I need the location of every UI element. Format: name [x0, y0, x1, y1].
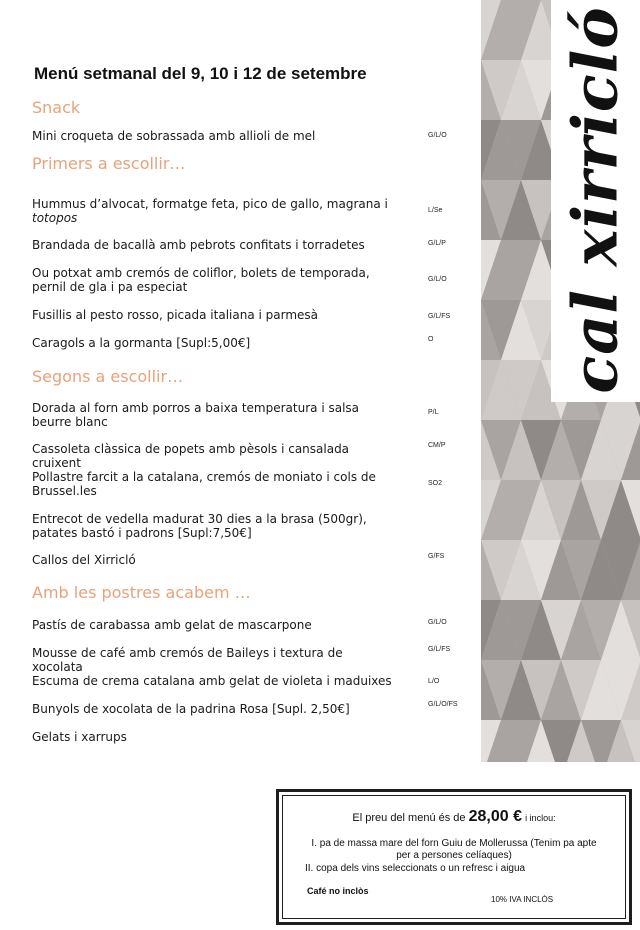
dish-item: Caragols a la gormanta [Supl:5,00€] — [32, 336, 251, 350]
allergen-code: SO2 — [428, 480, 443, 487]
section-heading-snack: Snack — [32, 98, 81, 117]
dish-item: Bunyols de xocolata de la padrina Rosa [Supl. 2,50€] — [32, 702, 350, 716]
price-line — [279, 808, 629, 826]
dish-item: Ou potxat amb cremós de coliflor, bolets de temporada, pernil de gla i pa especiat — [32, 266, 370, 294]
allergen-code: G/L/O — [428, 619, 447, 626]
cafe-note: Café no inclòs — [307, 886, 369, 896]
allergen-code: L/O — [428, 678, 440, 685]
dish-item: Mousse de café amb cremós de Baileys i textura de xocolata — [32, 646, 343, 674]
allergen-code: G/L/FS — [428, 313, 451, 320]
allergen-code: G/FS — [428, 553, 445, 560]
include-bread: I. pa de massa mare del forn Guiu de Mollerussa (Tenim pa apte per a persones celíaques) — [311, 838, 597, 861]
dish-text: Hummus d’alvocat, formatge feta, pico de gallo, magrana i — [32, 197, 388, 211]
iva-note: 10% IVA INCLÒS — [491, 895, 554, 904]
dish-item: Pollastre farcit a la catalana, cremós de moniato i cols de Brussel.les — [32, 470, 376, 498]
allergen-code: G/L/P — [428, 240, 446, 247]
dish-item: Dorada al forn amb porros a baixa temperatura i salsa beurre blanc — [32, 401, 360, 429]
price-value: 28,00 € — [468, 808, 522, 825]
allergen-code: G/L/O/FS — [428, 701, 458, 708]
dish-text-italic: totopos — [32, 211, 78, 225]
price-box — [276, 789, 632, 925]
section-heading-postres: Amb les postres acabem … — [32, 583, 251, 602]
allergen-code: G/L/O — [428, 132, 447, 139]
page-title: Menú setmanal del 9, 10 i 12 de setembre — [34, 64, 367, 83]
dish-item: Entrecot de vedella madurat 30 dies a la brasa (500gr), patates bastó i padrons [Supl:7,50€] — [32, 512, 367, 540]
dish-item: Gelats i xarrups — [32, 730, 127, 744]
allergen-code: L/Se — [428, 207, 443, 214]
dish-item: Escuma de crema catalana amb gelat de violeta i maduixes — [32, 674, 392, 688]
allergen-code: P/L — [428, 409, 439, 416]
dish-item: Pastís de carabassa amb gelat de mascarpone — [32, 618, 312, 632]
price-prefix: El preu del menú és de — [352, 812, 466, 824]
logo-box — [551, 0, 640, 402]
allergen-code: CM/P — [428, 442, 446, 449]
allergen-code: G/L/O — [428, 276, 447, 283]
dish-item: Brandada de bacallà amb pebrots confitats i torradetes — [32, 238, 365, 252]
dish-item: Fusillis al pesto rosso, picada italiana i parmesà — [32, 308, 319, 322]
dish-item — [32, 197, 392, 225]
section-heading-primers: Primers a escollir… — [32, 154, 186, 173]
logo-text: cal xirricló — [558, 6, 632, 394]
include-drinks: II. copa dels vins seleccionats o un refresc i aigua — [305, 863, 526, 874]
allergen-code: O — [428, 336, 434, 343]
dish-item: Callos del Xirricló — [32, 553, 136, 567]
dish-item: Cassoleta clàssica de popets amb pèsols i cansalada cruixent — [32, 442, 350, 470]
allergen-code: G/L/FS — [428, 646, 451, 653]
section-heading-segons: Segons a escollir… — [32, 367, 184, 386]
price-suffix: i inclou: — [525, 813, 556, 823]
dish-item: Mini croqueta de sobrassada amb allioli de mel — [32, 129, 316, 143]
